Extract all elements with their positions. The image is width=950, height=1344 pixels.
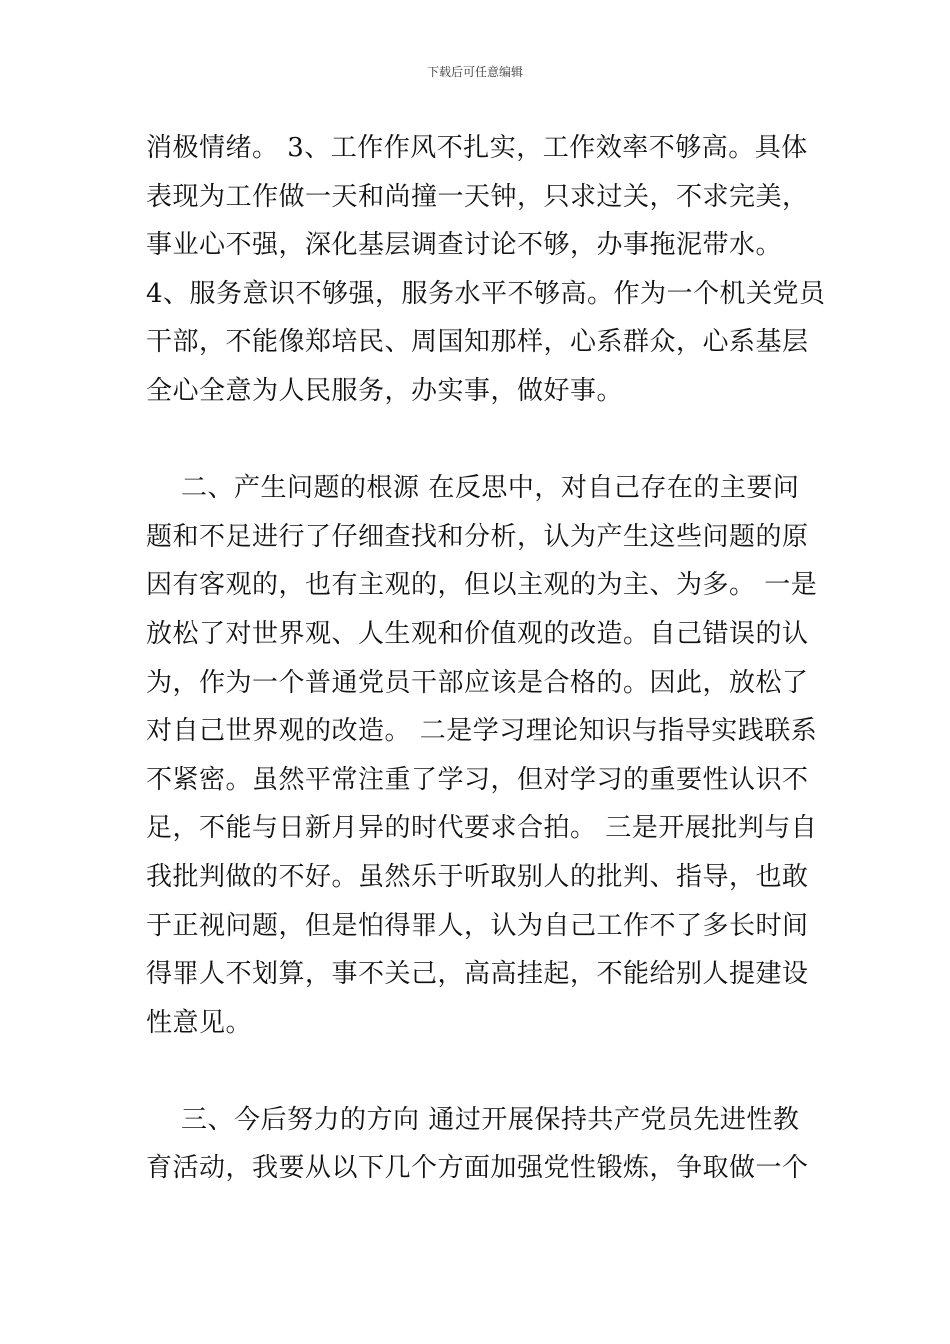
- text-line: 性意见。: [146, 1007, 253, 1038]
- text-line: 对自己世界观的改造。 二是学习理论知识与指导实践联系: [146, 716, 818, 747]
- text-line: 二、产生问题的根源 在反思中，对自己存在的主要问: [146, 473, 800, 504]
- text-line: 题和不足进行了仔细查找和分析，认为产生这些问题的原: [146, 521, 809, 552]
- text-line: 4、服务意识不够强，服务水平不够高。作为一个机关党员: [146, 278, 826, 309]
- text-line: 因有客观的，也有主观的，但以主观的为主、为多。 一是: [146, 570, 818, 601]
- text-line: 干部，不能像郑培民、周国知那样，心系群众，心系基层: [146, 327, 809, 358]
- text-line: 育活动，我要从以下几个方面加强党性锻炼，争取做一个: [146, 1153, 809, 1184]
- paragraph-2: [146, 464, 816, 1047]
- paragraph-1: [146, 124, 826, 416]
- paragraph-gap: [146, 1047, 816, 1096]
- text-line: 消极情绪。 3、工作作风不扎实，工作效率不够高。具体: [146, 133, 808, 163]
- text-line: 为，作为一个普通党员干部应该是合格的。因此，放松了: [146, 667, 809, 698]
- paragraph-3: [146, 1096, 816, 1193]
- text-line: 三、今后努力的方向 通过开展保持共产党员先进性教: [146, 1104, 800, 1135]
- text-line: 放松了对世界观、人生观和价值观的改造。自己错误的认: [146, 618, 809, 649]
- paragraph-gap: [146, 416, 816, 465]
- text-line: 表现为工作做一天和尚撞一天钟，只求过关，不求完美，: [146, 181, 809, 212]
- text-line: 不紧密。虽然平常注重了学习，但对学习的重要性认识不: [146, 764, 809, 795]
- text-line: 足，不能与日新月异的时代要求合拍。 三是开展批判与自: [146, 813, 818, 844]
- page-header: 下载后可任意编辑: [426, 65, 523, 79]
- text-line: 事业心不强，深化基层调查讨论不够，办事拖泥带水。: [146, 230, 783, 261]
- body-text: [146, 124, 826, 1193]
- text-line: 得罪人不划算，事不关己，高高挂起，不能给别人提建设: [146, 959, 809, 990]
- text-line: 我批判做的不好。虽然乐于听取别人的批判、指导，也敢: [146, 861, 809, 892]
- text-line: 全心全意为人民服务，办实事，做好事。: [146, 375, 624, 406]
- text-line: 于正视问题，但是怕得罪人，认为自己工作不了多长时间: [146, 910, 809, 941]
